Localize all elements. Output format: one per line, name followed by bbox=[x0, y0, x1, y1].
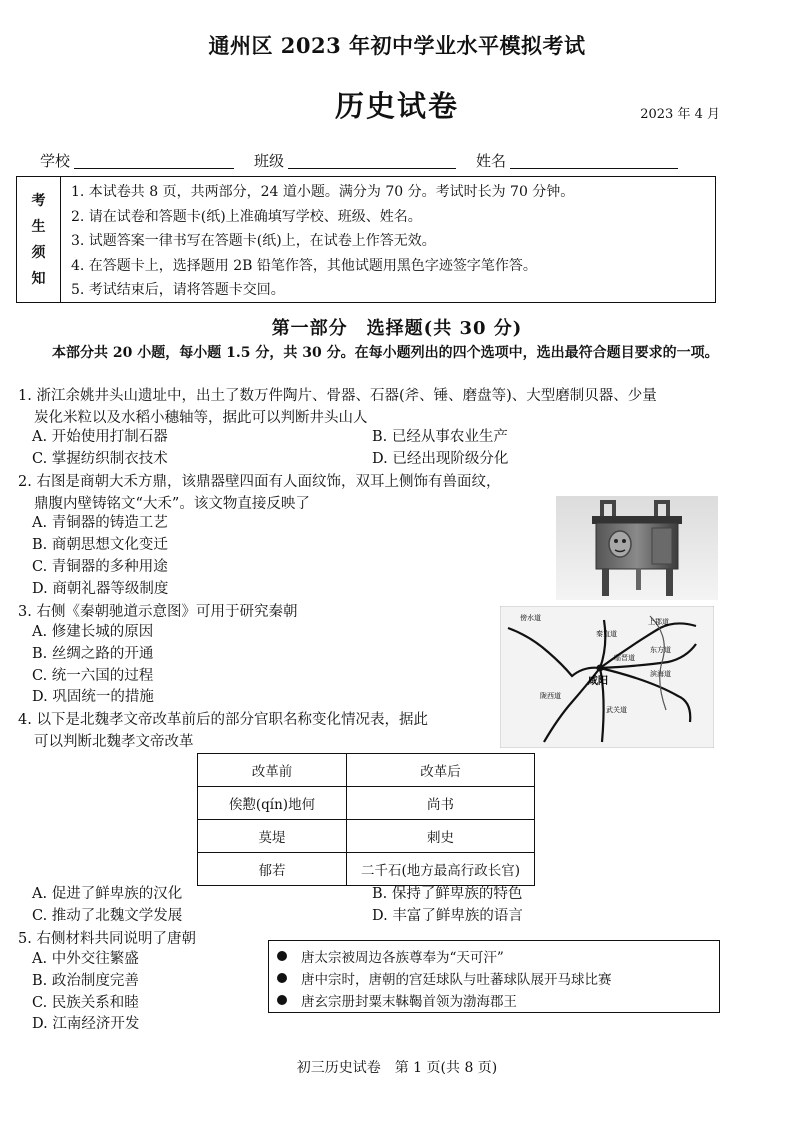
question-4-line: 4. 以下是北魏孝文帝改革前后的部分官职名称变化情况表，据此 bbox=[18, 712, 428, 728]
exam-date: 2023 年 4 月 bbox=[640, 107, 720, 122]
q1-option-b[interactable]: B. 已经从事农业生产 bbox=[372, 429, 508, 445]
notice-item: 3. 试题答案一律书写在答题卡(纸)上，在试卷上作答无效。 bbox=[71, 233, 436, 249]
notice-side-char: 考 bbox=[31, 192, 46, 209]
q1-option-c[interactable]: C. 掌握纺织制衣技术 bbox=[32, 451, 168, 467]
table-row bbox=[198, 787, 535, 820]
exam-notice-box bbox=[16, 176, 716, 303]
table-cell: 二千石(地方最高行政长官) bbox=[347, 853, 535, 886]
q5-option-b[interactable]: B. 政治制度完善 bbox=[32, 973, 139, 989]
table-row bbox=[198, 853, 535, 886]
official-titles-table bbox=[197, 753, 535, 886]
map-label-capital: 咸阳 bbox=[588, 676, 608, 687]
question-5-stem: 5. 右侧材料共同说明了唐朝 bbox=[18, 931, 196, 947]
table-cell: 郁若 bbox=[198, 853, 347, 886]
material-text: 唐中宗时，唐朝的宫廷球队与吐蕃球队展开马球比赛 bbox=[301, 972, 612, 988]
notice-item: 4. 在答题卡上，选择题用 2B 铅笔作答，其他试题用黑色字迹签字笔作答。 bbox=[71, 257, 537, 274]
notice-items bbox=[71, 180, 574, 303]
student-info-row bbox=[40, 150, 698, 171]
table-cell: 俟懃(qín)地何 bbox=[198, 787, 347, 820]
section-intro: 本部分共 20 小题，每小题 1.5 分，共 30 分。在每小题列出的四个选项中，选出最符合题目要求的一项。 bbox=[52, 345, 719, 361]
question-2-line: 鼎腹内壁铸铭文“大禾”。该文物直接反映了 bbox=[34, 496, 310, 512]
table-row bbox=[198, 820, 535, 853]
q2-option-a[interactable]: A. 青铜器的铸造工艺 bbox=[32, 515, 168, 531]
q4-option-b[interactable]: B. 保持了鲜卑族的特色 bbox=[372, 886, 523, 902]
class-label: 班级 bbox=[254, 152, 285, 170]
material-item bbox=[277, 946, 504, 966]
notice-item: 1. 本试卷共 8 页，共两部分，24 道小题。满分为 70 分。考试时长为 70 分钟。 bbox=[71, 184, 575, 200]
map-label: 傍水道 bbox=[520, 614, 541, 622]
question-4-stem bbox=[18, 709, 498, 753]
q2-option-c[interactable]: C. 青铜器的多种用途 bbox=[32, 559, 168, 575]
q5-option-a[interactable]: A. 中外交往繁盛 bbox=[32, 951, 139, 967]
notice-item: 5. 考试结束后，请将答题卡交回。 bbox=[71, 282, 285, 298]
qin-roads-map bbox=[500, 606, 714, 748]
question-1-stem bbox=[18, 385, 738, 429]
exam-subject-title: 历史试卷 bbox=[334, 89, 459, 123]
page-footer: 初三历史试卷 第 1 页(共 8 页) bbox=[296, 1060, 498, 1076]
material-text: 唐玄宗册封粟末靺鞨首领为渤海郡王 bbox=[301, 994, 517, 1010]
q1-option-a[interactable]: A. 开始使用打制石器 bbox=[32, 429, 168, 445]
map-label: 东方道 bbox=[650, 646, 671, 654]
material-item bbox=[277, 968, 612, 988]
q5-option-c[interactable]: C. 民族关系和睦 bbox=[32, 995, 139, 1011]
bronze-ding-image bbox=[556, 496, 718, 600]
q2-option-d[interactable]: D. 商朝礼器等级制度 bbox=[32, 581, 169, 597]
q4-option-a[interactable]: A. 促进了鲜卑族的汉化 bbox=[32, 886, 183, 902]
q4-option-d[interactable]: D. 丰富了鲜卑族的语言 bbox=[372, 908, 523, 924]
map-label: 上郡道 bbox=[648, 618, 669, 626]
class-field[interactable] bbox=[288, 168, 456, 169]
question-1-line: 1. 浙江余姚井头山遗址中，出土了数万件陶片、骨器、石器(斧、锤、磨盘等)、大型磨制贝器、少量 bbox=[18, 388, 657, 404]
q2-option-b[interactable]: B. 商朝思想文化变迁 bbox=[32, 537, 168, 553]
question-4-line: 可以判断北魏孝文帝改革 bbox=[34, 734, 194, 750]
section-title: 第一部分 选择题(共 30 分) bbox=[271, 318, 523, 339]
q3-option-a[interactable]: A. 修建长城的原因 bbox=[32, 624, 154, 640]
notice-side-char: 生 bbox=[31, 218, 46, 235]
bullet-icon bbox=[277, 973, 287, 983]
q4-option-c[interactable]: C. 推动了北魏文学发展 bbox=[32, 908, 183, 924]
table-cell: 莫堤 bbox=[198, 820, 347, 853]
table-cell: 刺史 bbox=[347, 820, 535, 853]
map-label: 秦直道 bbox=[596, 630, 617, 638]
question-3-stem: 3. 右侧《秦朝驰道示意图》可用于研究秦朝 bbox=[18, 604, 298, 620]
notice-side-label bbox=[17, 177, 61, 302]
notice-side-char: 须 bbox=[31, 244, 46, 261]
q1-option-d[interactable]: D. 已经出现阶级分化 bbox=[372, 451, 509, 467]
material-item bbox=[277, 990, 517, 1010]
map-label: 陇西道 bbox=[540, 692, 561, 700]
q5-option-d[interactable]: D. 江南经济开发 bbox=[32, 1016, 140, 1032]
notice-item: 2. 请在试卷和答题卡(纸)上准确填写学校、班级、姓名。 bbox=[71, 208, 422, 225]
school-field[interactable] bbox=[74, 168, 234, 169]
q3-option-b[interactable]: B. 丝绸之路的开通 bbox=[32, 646, 154, 662]
question-2-line: 2. 右图是商朝大禾方鼎，该鼎器壁四面有人面纹饰，双耳上侧饰有兽面纹， bbox=[18, 474, 501, 490]
notice-side-char: 知 bbox=[31, 270, 46, 287]
table-header-row bbox=[198, 754, 535, 787]
q5-materials-box bbox=[268, 940, 720, 1013]
name-label: 姓名 bbox=[476, 152, 507, 170]
bullet-icon bbox=[277, 995, 287, 1005]
map-label: 滨海道 bbox=[650, 670, 671, 678]
question-1-line: 炭化米粒以及水稻小穗轴等，据此可以判断井头山人 bbox=[34, 410, 368, 426]
bullet-icon bbox=[277, 951, 287, 961]
exam-title: 通州区 2023 年初中学业水平模拟考试 bbox=[208, 33, 586, 58]
map-label: 临晋道 bbox=[614, 654, 635, 662]
map-label: 武关道 bbox=[606, 706, 627, 714]
question-2-stem bbox=[18, 471, 558, 515]
table-cell: 尚书 bbox=[347, 787, 535, 820]
table-header-cell: 改革后 bbox=[347, 754, 535, 787]
material-text: 唐太宗被周边各族尊奉为“天可汗” bbox=[301, 950, 504, 966]
table-header-cell: 改革前 bbox=[198, 754, 347, 787]
school-label: 学校 bbox=[40, 152, 71, 170]
name-field[interactable] bbox=[510, 168, 678, 169]
q3-option-c[interactable]: C. 统一六国的过程 bbox=[32, 668, 154, 684]
q3-option-d[interactable]: D. 巩固统一的措施 bbox=[32, 689, 154, 705]
